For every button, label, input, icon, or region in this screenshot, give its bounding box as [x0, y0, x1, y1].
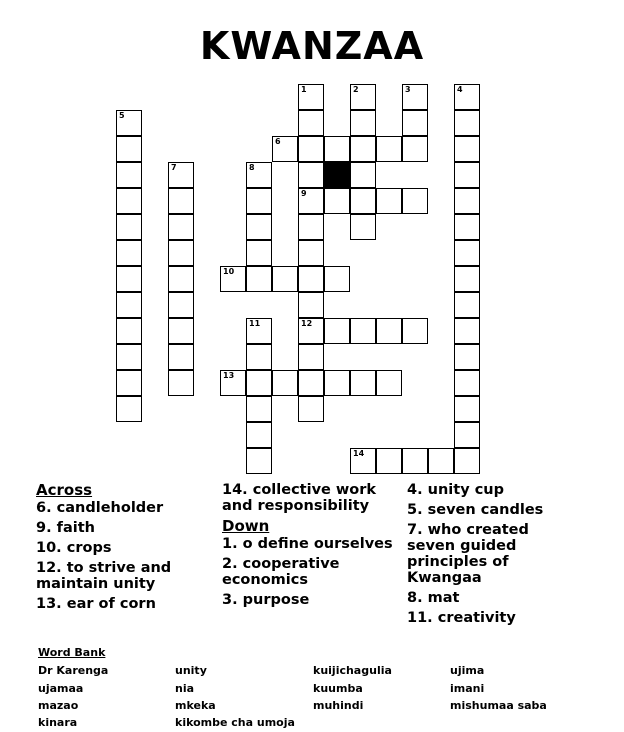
grid-cell[interactable] [298, 266, 324, 292]
grid-cell[interactable] [454, 266, 480, 292]
grid-cell[interactable] [454, 188, 480, 214]
grid-cell[interactable] [116, 318, 142, 344]
grid-cell[interactable] [246, 162, 272, 188]
grid-cell[interactable] [116, 266, 142, 292]
grid-cell[interactable] [350, 448, 376, 474]
grid-cell[interactable] [454, 136, 480, 162]
grid-cell[interactable] [298, 188, 324, 214]
word-bank-title: Word Bank [38, 646, 106, 659]
word-bank-item: mkeka [175, 699, 216, 712]
clue-down-1: 1. o define ourselves [222, 536, 393, 552]
clue-number: 1 [301, 85, 307, 94]
grid-cell[interactable] [116, 344, 142, 370]
grid-cell[interactable] [168, 370, 194, 396]
grid-cell[interactable] [220, 266, 246, 292]
grid-cell[interactable] [428, 448, 454, 474]
grid-cell[interactable] [168, 214, 194, 240]
word-bank-item: kuumba [313, 682, 363, 695]
grid-cell[interactable] [376, 318, 402, 344]
grid-cell[interactable] [402, 84, 428, 110]
clue-down-2: 2. cooperative economics [222, 556, 340, 588]
black-square [324, 162, 350, 188]
grid-cell[interactable] [454, 370, 480, 396]
grid-cell[interactable] [402, 318, 428, 344]
grid-cell[interactable] [116, 188, 142, 214]
grid-cell[interactable] [298, 370, 324, 396]
word-bank-item: nia [175, 682, 195, 695]
grid-cell[interactable] [272, 136, 298, 162]
clue-down-3: 3. purpose [222, 592, 310, 608]
grid-cell[interactable] [350, 110, 376, 136]
grid-cell[interactable] [454, 318, 480, 344]
clue-number: 7 [171, 163, 177, 172]
word-bank-item: kinara [38, 716, 78, 729]
grid-cell[interactable] [324, 370, 350, 396]
grid-cell[interactable] [246, 396, 272, 422]
clue-across-6: 6. candleholder [36, 500, 164, 516]
grid-cell[interactable] [116, 214, 142, 240]
word-bank-item: Dr Karenga [38, 664, 109, 677]
clue-number: 10 [223, 267, 235, 276]
clue-down-8: 8. mat [407, 590, 460, 606]
across-heading: Across [36, 481, 93, 499]
grid-cell[interactable] [168, 162, 194, 188]
grid-cell[interactable] [454, 110, 480, 136]
grid-cell[interactable] [298, 318, 324, 344]
grid-cell[interactable] [324, 188, 350, 214]
grid-cell[interactable] [298, 344, 324, 370]
grid-cell[interactable] [298, 162, 324, 188]
grid-cell[interactable] [402, 448, 428, 474]
grid-cell[interactable] [454, 422, 480, 448]
clue-number: 6 [275, 137, 281, 146]
grid-cell[interactable] [272, 370, 298, 396]
grid-cell[interactable] [298, 240, 324, 266]
grid-cell[interactable] [298, 84, 324, 110]
word-bank-item: imani [450, 682, 485, 695]
grid-cell[interactable] [168, 240, 194, 266]
grid-cell[interactable] [350, 370, 376, 396]
clue-number: 13 [223, 371, 235, 380]
grid-cell[interactable] [168, 292, 194, 318]
grid-cell[interactable] [220, 370, 246, 396]
down-heading: Down [222, 517, 270, 535]
clue-across-13: 13. ear of corn [36, 596, 156, 612]
puzzle-title: KWANZAA [199, 24, 425, 68]
grid-cell[interactable] [168, 344, 194, 370]
grid-cell[interactable] [298, 396, 324, 422]
grid-cell[interactable] [350, 136, 376, 162]
clue-number: 3 [405, 85, 411, 94]
grid-cell[interactable] [246, 240, 272, 266]
clue-number: 4 [457, 85, 463, 94]
grid-cell[interactable] [350, 214, 376, 240]
grid-cell[interactable] [402, 136, 428, 162]
clue-across-14: 14. collective work and responsibility [222, 482, 377, 514]
grid-cell[interactable] [116, 292, 142, 318]
grid-cell[interactable] [116, 370, 142, 396]
clue-down-4: 4. unity cup [407, 482, 504, 498]
clue-across-12: 12. to strive and maintain unity [36, 560, 172, 592]
across-clues [36, 482, 216, 616]
grid-cell[interactable] [168, 266, 194, 292]
grid-cell[interactable] [454, 396, 480, 422]
grid-cell[interactable] [116, 110, 142, 136]
grid-cell[interactable] [324, 318, 350, 344]
grid-cell[interactable] [116, 136, 142, 162]
grid-cell[interactable] [454, 292, 480, 318]
word-bank-item: muhindi [313, 699, 364, 712]
grid-cell[interactable] [324, 136, 350, 162]
grid-cell[interactable] [298, 110, 324, 136]
word-bank-item: ujamaa [38, 682, 84, 695]
clue-number: 5 [119, 111, 125, 120]
grid-cell[interactable] [402, 188, 428, 214]
grid-cell[interactable] [454, 84, 480, 110]
word-bank-item: kikombe cha umoja [175, 716, 295, 729]
grid-cell[interactable] [454, 344, 480, 370]
grid-cell[interactable] [350, 162, 376, 188]
grid-cell[interactable] [246, 214, 272, 240]
grid-cell[interactable] [116, 162, 142, 188]
grid-cell[interactable] [298, 292, 324, 318]
grid-cell[interactable] [116, 396, 142, 422]
grid-cell[interactable] [298, 214, 324, 240]
clue-across-10: 10. crops [36, 540, 112, 556]
clue-down-7: 7. who created seven guided principles of Kwangaa [407, 522, 529, 586]
grid-cell[interactable] [272, 266, 298, 292]
clue-across-9: 9. faith [36, 520, 95, 536]
clue-number: 8 [249, 163, 255, 172]
word-bank-item: ujima [450, 664, 485, 677]
grid-cell[interactable] [298, 136, 324, 162]
grid-cell[interactable] [376, 448, 402, 474]
grid-cell[interactable] [376, 136, 402, 162]
grid-cell[interactable] [350, 318, 376, 344]
grid-cell[interactable] [454, 240, 480, 266]
word-bank-item: mazao [38, 699, 79, 712]
clue-number: 9 [301, 189, 307, 198]
clue-down-11: 11. creativity [407, 610, 516, 626]
grid-cell[interactable] [246, 188, 272, 214]
grid-cell[interactable] [376, 188, 402, 214]
word-bank-item: kuijichagulia [313, 664, 392, 677]
grid-cell[interactable] [454, 162, 480, 188]
grid-cell[interactable] [168, 318, 194, 344]
grid-cell[interactable] [246, 318, 272, 344]
clue-down-5: 5. seven candles [407, 502, 544, 518]
grid-cell[interactable] [376, 370, 402, 396]
grid-cell[interactable] [350, 84, 376, 110]
grid-cell[interactable] [116, 240, 142, 266]
grid-cell[interactable] [246, 370, 272, 396]
clue-number: 14 [353, 449, 365, 458]
down-clues [407, 482, 557, 630]
clue-number: 12 [301, 319, 313, 328]
grid-cell[interactable] [246, 266, 272, 292]
word-bank-item: mishumaa saba [450, 699, 547, 712]
clue-number: 2 [353, 85, 359, 94]
grid-cell[interactable] [402, 110, 428, 136]
grid-cell[interactable] [454, 448, 480, 474]
grid-cell[interactable] [324, 266, 350, 292]
grid-cell[interactable] [246, 422, 272, 448]
word-bank-item: unity [175, 664, 207, 677]
grid-cell[interactable] [246, 344, 272, 370]
clue-number: 11 [249, 319, 261, 328]
grid-cell[interactable] [454, 214, 480, 240]
grid-cell[interactable] [246, 448, 272, 474]
grid-cell[interactable] [350, 188, 376, 214]
grid-cell[interactable] [168, 188, 194, 214]
middle-clues [222, 482, 397, 612]
